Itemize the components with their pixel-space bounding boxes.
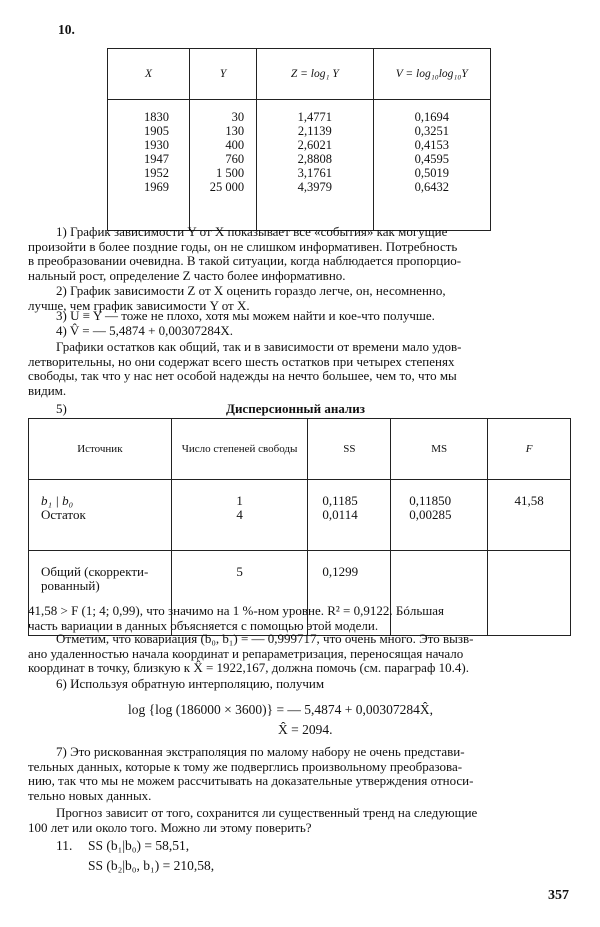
source-residual: Остаток (41, 507, 86, 522)
cell: 2,6021 (297, 138, 332, 152)
ss-value: 0,1185 (322, 493, 358, 508)
header-f: F (488, 419, 571, 480)
text-line: Прогноз зависит от того, сохранится ли существенный тренд на следующие (56, 805, 478, 820)
total-label: Общий (скорректи- (41, 564, 149, 579)
col-x (108, 100, 190, 231)
cell: 30 (231, 110, 245, 124)
header-ms: MS (391, 419, 488, 480)
text-line: в преобразовании очевидна. В такой ситуации, когда наблюдается пропорцио- (28, 253, 462, 268)
page-number: 357 (548, 888, 569, 903)
item-11-line-2: SS (b₂|b₀, b₁) = 210,58, (88, 858, 215, 873)
cell: 1830 (144, 110, 169, 124)
text-line: ано удаленностью начала координат и репараметризация, переносящая начало (28, 645, 464, 661)
text-line: 2) График зависимости Z от X оценить гораздо легче, он, несомненно, (56, 283, 446, 298)
cell: 1930 (144, 138, 169, 152)
header-df: Число степеней свободы (171, 419, 308, 480)
paragraph-3: 3) U ≡ Y — тоже не плохо, хотя мы можем найти и кое-что получше. (56, 308, 435, 323)
cell: 0,1694 (414, 110, 449, 124)
cell: 0,4595 (414, 152, 449, 166)
f-value: 41,58 (514, 493, 544, 508)
cell-ms (391, 480, 488, 551)
header-z: Z = log₁ Y (257, 49, 373, 100)
anova-row-regression (29, 480, 571, 551)
ss-total: 0,1299 (322, 564, 359, 579)
cell: 1947 (144, 152, 169, 166)
text-line: 100 лет или около того. Можно ли этому поверить? (28, 819, 312, 835)
df-total: 5 (236, 564, 243, 579)
formula-log: log {log (186000 × 3600)} = — 5,4874 + 0,00307284X̂, (128, 702, 434, 717)
item-11-line-1: SS (b₁|b₀) = 58,51, (88, 838, 190, 853)
text-line: нию, так что мы не можем рассчитывать на доказательные утверждения относи- (28, 773, 474, 788)
cell: 2,1139 (297, 124, 332, 138)
source-b1-given-b0: b₁ | b₀ (41, 493, 74, 508)
header-x: X (108, 49, 190, 100)
text-line: 1) График зависимости Y от X показывает все «события» как могущие (56, 224, 448, 239)
header-source: Источник (29, 419, 172, 480)
data-table (107, 48, 491, 231)
text-line: Графики остатков как общий, так и в зависимости от времени мало удов- (56, 339, 462, 354)
cell-df (171, 480, 308, 551)
paragraph-7 (28, 632, 571, 676)
text-line: свободы, так что у нас нет особой надежды на нечто большее, чем то, что мы (28, 368, 457, 383)
cell: 4,3979 (297, 180, 332, 194)
col-v (373, 100, 491, 231)
paragraph-5 (28, 340, 571, 398)
text-line: Отметим, что ковариация (b₀, b₁) = — 0,999717, что очень много. Это вызв- (56, 631, 474, 646)
cell: 130 (225, 124, 245, 138)
cell: 1905 (144, 124, 169, 138)
data-table-header (108, 49, 491, 100)
anova-header (29, 419, 571, 480)
cell: 3,1761 (297, 166, 332, 180)
paragraph-8: 6) Используя обратную интерполяцию, получим (56, 676, 325, 691)
header-ss: SS (308, 419, 391, 480)
text-line: тельных данных, которые к тому же подверглись произвольному преобразова- (28, 758, 463, 774)
paragraph-10 (28, 806, 571, 835)
cell: 0,4153 (414, 138, 449, 152)
paragraph-1 (28, 225, 571, 283)
cell: 0,6432 (414, 180, 449, 194)
text-line: координат в точку, близкую к X̂ = 1922,167, должна помочь (см. параграф 10.4). (28, 660, 469, 675)
cell: 1969 (144, 180, 169, 194)
item-11-label: 11. (56, 838, 73, 853)
cell: 0,3251 (414, 124, 449, 138)
text-line: летворительны, но они содержат всего шесть остатков при четырех степенях (28, 353, 455, 369)
ms-value: 0,11850 (409, 493, 452, 508)
text-line: лучше, чем график зависимости Y от X. (28, 297, 250, 313)
col-z (257, 100, 373, 231)
cell: 1 500 (215, 166, 245, 180)
df-value: 4 (236, 507, 243, 522)
df-value: 1 (236, 493, 243, 508)
cell: 760 (225, 152, 245, 166)
text-line: часть вариации в данных объясняется с помощью этой модели. (28, 617, 379, 633)
text-line: нальный рост, определение Z часто более информативно. (28, 267, 346, 283)
data-table-body (108, 100, 491, 231)
text-line: видим. (28, 382, 67, 398)
header-y: Y (190, 49, 257, 100)
paragraph-4: 4) V̂ = — 5,4874 + 0,00307284X. (56, 323, 234, 338)
cell-f (488, 480, 571, 551)
problem-number: 10. (58, 22, 75, 37)
text-line: 41,58 > F (1; 4; 0,99), что значимо на 1 %-ном уровне. R² = 0,9122. Бóльшая (28, 603, 445, 618)
col-y (190, 100, 257, 231)
cell: 0,5019 (414, 166, 449, 180)
text-line: произойти в более поздние годы, он не слишком информативен. Потребность (28, 238, 458, 254)
text-line: 7) Это рискованная экстраполяция по малому набору не очень представи- (56, 744, 465, 759)
cell: 25 000 (209, 180, 245, 194)
header-v: V = log₁₀log₁₀Y (373, 49, 491, 100)
ms-value: 0,00285 (409, 507, 452, 522)
paragraph-6 (28, 604, 571, 633)
total-label: рованный) (41, 578, 100, 593)
cell: 2,8808 (297, 152, 332, 166)
cell-source (29, 480, 172, 551)
anova-label: 5) (56, 401, 67, 416)
anova-title: Дисперсионный анализ (226, 401, 365, 416)
cell: 1,4771 (297, 110, 332, 124)
cell: 1952 (144, 166, 169, 180)
cell-ss (308, 480, 391, 551)
paragraph-9 (28, 745, 571, 803)
cell: 400 (225, 138, 245, 152)
ss-value: 0,0114 (322, 507, 358, 522)
text-line: тельно новых данных. (28, 787, 152, 803)
formula-x-hat: X̂ = 2094. (278, 722, 333, 737)
